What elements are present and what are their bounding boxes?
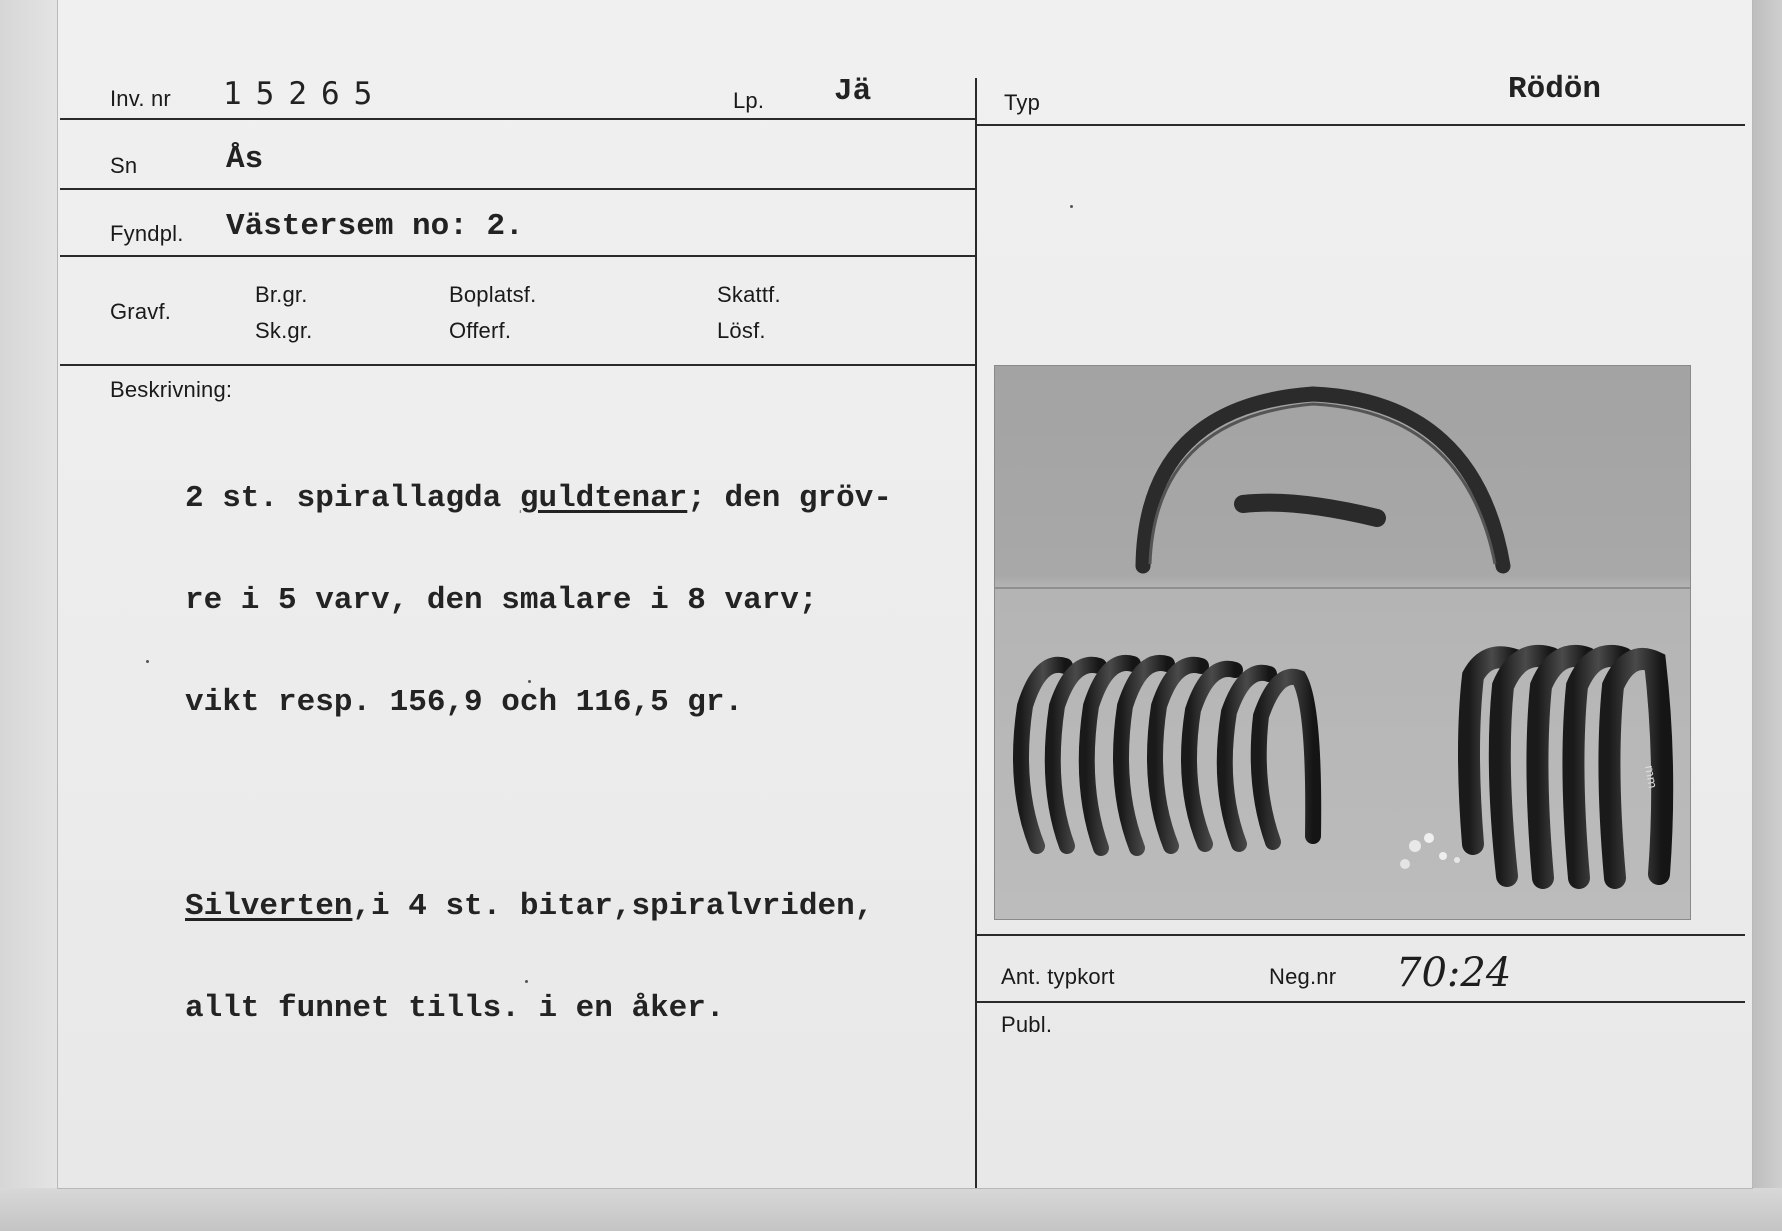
ant-typkort-label: Ant. typkort [1001,964,1115,989]
option-losf: Lösf. [717,318,766,343]
option-sk-gr: Sk.gr. [255,318,313,343]
description-line-4: Silverten,i 4 st. bitar,spiralvriden, [185,889,874,924]
rule-fyndpl [60,255,976,257]
spiral-rings-image [995,366,1690,919]
description-line-3: vikt resp. 156,9 och 116,5 gr. [185,685,744,720]
fyndpl-label: Fyndpl. [110,221,184,246]
dust-speck [528,680,531,683]
rule-photo-bottom [977,934,1745,936]
catalog-card [58,0,1752,1188]
typ-value: Rödön [1508,72,1602,107]
sn-label: Sn [110,153,138,178]
sn-value: Ås [226,142,264,177]
gravf-label: Gravf. [110,299,172,324]
rule-gravf [60,364,976,366]
option-br-gr: Br.gr. [255,282,308,307]
column-divider [975,78,977,1188]
card-shadow-left [0,0,58,1231]
option-skattf: Skattf. [717,282,781,307]
fyndpl-value: Västersem no: 2. [226,209,524,244]
option-offerf: Offerf. [449,318,512,343]
rule-header [60,118,976,120]
description-text [185,414,892,1094]
dust-speck [146,660,149,663]
inv-number: 15265 [223,76,387,112]
card-shadow-right [1752,0,1782,1231]
svg-text:mm: mm [1642,764,1660,790]
description-line-1: 2 st. spirallagda guldtenar; den gröv- [185,481,892,516]
publ-label: Publ. [1001,1012,1053,1037]
inv-label: Inv. nr [110,86,171,111]
lp-label: Lp. [733,88,765,113]
description-label: Beskrivning: [110,377,233,402]
neg-nr-value: 70:24 [1396,950,1512,996]
dust-speck [525,980,528,983]
dust-speck [1070,205,1073,208]
typ-label: Typ [1004,90,1041,115]
card-shadow-bottom [0,1188,1782,1231]
artifact-photo [995,366,1690,919]
description-line-5: allt funnet tills. i en åker. [185,991,725,1026]
rule-neg [977,1001,1745,1003]
rule-typ [977,124,1745,126]
description-line-2: re i 5 varv, den smalare i 8 varv; [185,583,818,618]
rule-sn [60,188,976,190]
neg-nr-label: Neg.nr [1269,964,1337,989]
option-boplatsf: Boplatsf. [449,282,537,307]
lp-value: Jä [834,74,872,109]
